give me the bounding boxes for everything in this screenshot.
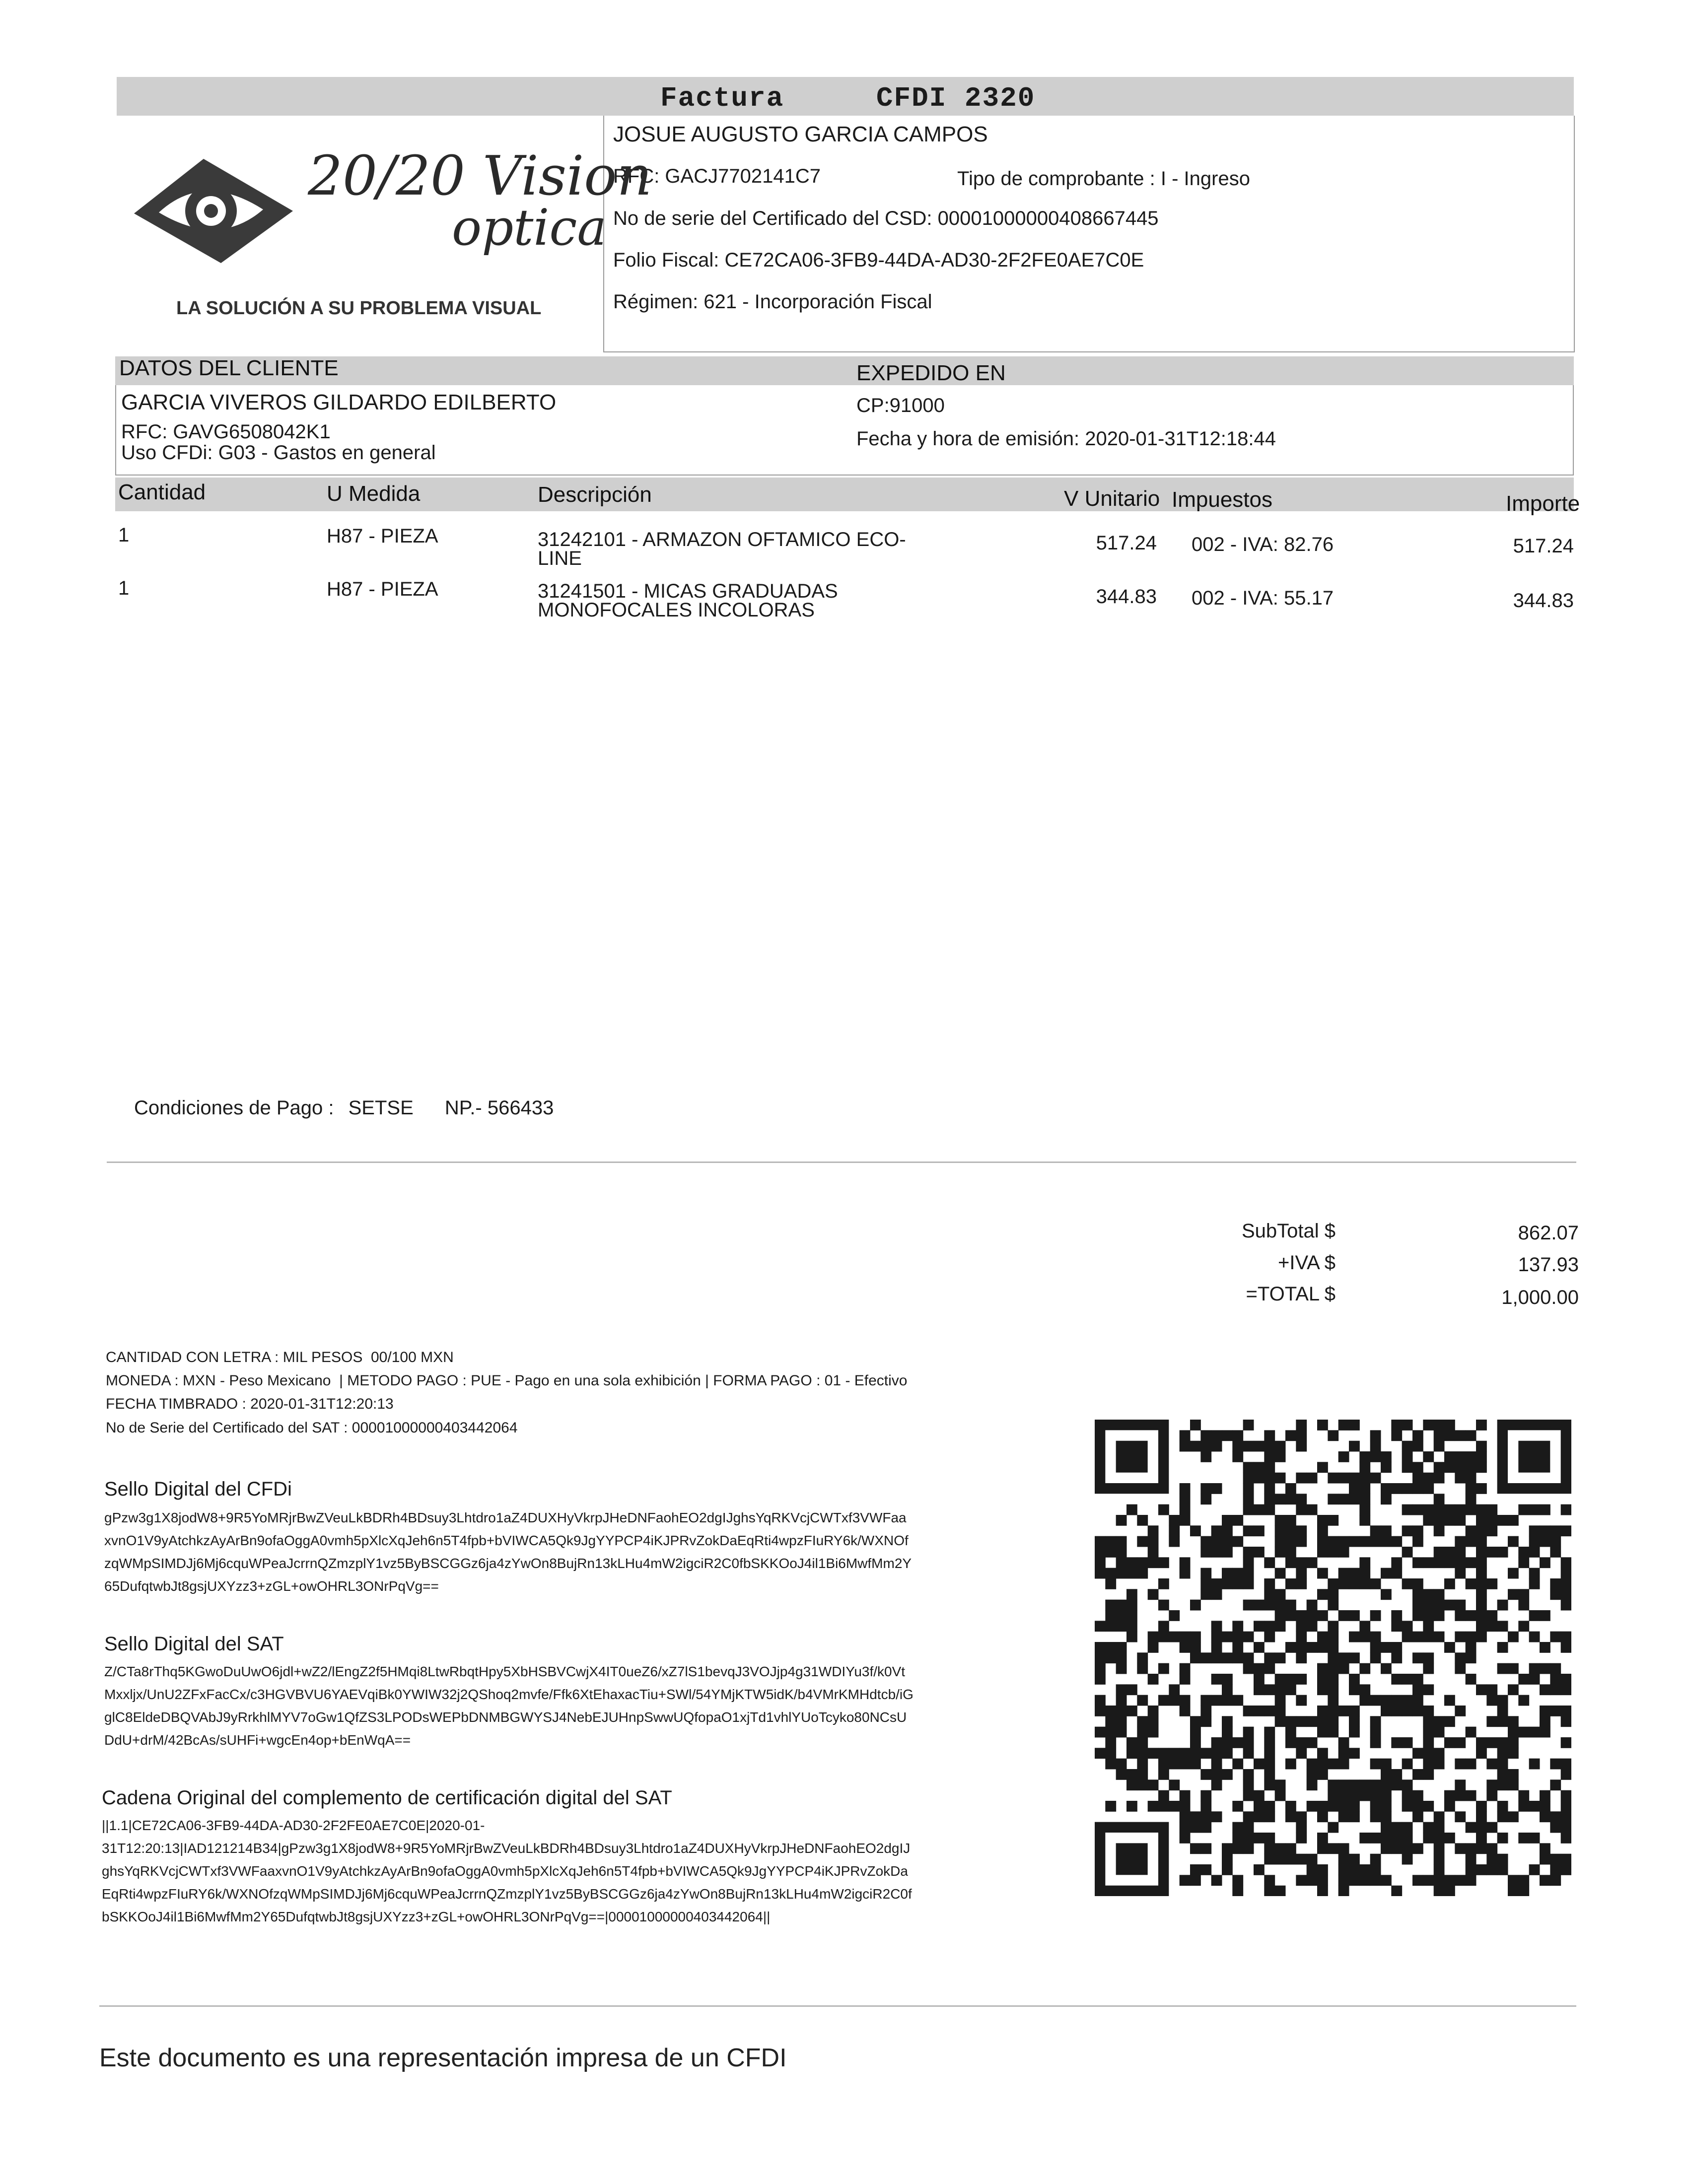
sello-sat-title: Sello Digital del SAT bbox=[104, 1633, 284, 1655]
col-importe: Importe bbox=[1506, 491, 1580, 516]
eye-logo-icon bbox=[129, 149, 298, 268]
sello-cfdi-text: gPzw3g1X8jodW8+9R5YoMRjrBwZVeuLkBDRh4BDsuy3Lhtdro1aZ4DUXHyVkrpJHeDNFaohEO2dgIJghsYqRKVcjCWTxf3VWFaa xvnO1V9yAtchkzAyArBn9ofaOggA0vmh5pXlcXqJeh6n5T4fpb+bVIWCA5Qk9JgYYPCP4iKJPRvZokDaEqRti4wpzFIuRY6k/WXNOf zqWMpSIMDJj6Mj6cquWPeaJcrrnQZmzplY1vz5ByBSCGGz6ja4zYwOn8BujRn13kLHu4mW2igciR2C0fbSKKOoJ4il1Bi6MwfMm2Y 65DufqtwbJt8gsjUXYzz3+zGL+owOHRL3ONrPqVg== bbox=[104, 1510, 912, 1594]
expedido-cp: CP:91000 bbox=[856, 395, 945, 416]
row-cantidad: 1 bbox=[118, 577, 130, 599]
row-importe: 517.24 bbox=[1513, 535, 1574, 557]
row-unidad: H87 - PIEZA bbox=[327, 525, 438, 547]
client-section-label: DATOS DEL CLIENTE bbox=[119, 356, 339, 380]
cantidad-letra: CANTIDAD CON LETRA : MIL PESOS 00/100 MXN bbox=[106, 1349, 454, 1365]
col-descripcion: Descripción bbox=[538, 482, 652, 507]
company-logo bbox=[129, 134, 652, 333]
row-unidad: H87 - PIEZA bbox=[327, 578, 438, 600]
total-value: 1,000.00 bbox=[1501, 1287, 1579, 1308]
total-label: =TOTAL $ bbox=[1246, 1283, 1336, 1305]
logo-slogan: LA SOLUCIÓN A SU PROBLEMA VISUAL bbox=[176, 298, 542, 319]
row-descripcion: 31242101 - ARMAZON OFTAMICO ECO- LINE bbox=[538, 529, 906, 569]
col-unitario: V Unitario bbox=[1064, 486, 1160, 511]
subtotal-value: 862.07 bbox=[1518, 1222, 1579, 1244]
row-descripcion: 31241501 - MICAS GRADUADAS MONOFOCALES INCOLORAS bbox=[538, 580, 838, 621]
regimen: Régimen: 621 - Incorporación Fiscal bbox=[613, 291, 932, 313]
tipo-comprobante: Tipo de comprobante : I - Ingreso bbox=[957, 168, 1250, 190]
iva-value: 137.93 bbox=[1518, 1254, 1579, 1276]
logo-brand-line2: optica bbox=[452, 199, 607, 257]
logo-brand-line1: 20/20 Vision bbox=[308, 144, 652, 207]
client-uso-cfdi: Uso CFDi: G03 - Gastos en general bbox=[121, 442, 436, 464]
row-unitario: 517.24 bbox=[1096, 532, 1157, 554]
divider bbox=[107, 1161, 1576, 1163]
row-unitario: 344.83 bbox=[1096, 586, 1157, 608]
row-cantidad: 1 bbox=[118, 524, 130, 546]
condiciones-pago bbox=[134, 1097, 554, 1119]
sello-sat-text: Z/CTa8rThq5KGwoDuUwO6jdl+wZ2/lEngZ2f5HMqi8LtwRbqtHpy5XbHSBVCwjX4IT0ueZ6/xZ7lS1bevqJ3VOJjp4g31WDIYu3f/k0Vt Mxxljx/UnU2ZFxFacCx/c3HGVBVU6YAEVqiBk0YWIW32j2QShoq2mvfe/Ffk6XtEhaxacTiu+SWl/54YMjKTW5idK/b4VMrKMHdtcb/iG glC8EldeDBQVAbJ9yRrkhlMYV7oGw1QfZS3LPODsWEPbDNMBGWYSJ4NebEJUHnpSwwUQfopaO1xjTd1vhlYUoTcyko80NCsU DdU+drM/42BcAs/sUHFi+wgcEn4op+bEnWqA== bbox=[104, 1664, 914, 1748]
condiciones-np: NP.- 566433 bbox=[444, 1097, 554, 1119]
footer-divider bbox=[99, 2005, 1576, 2007]
condiciones-label: Condiciones de Pago : bbox=[134, 1097, 334, 1119]
row-impuestos: 002 - IVA: 82.76 bbox=[1192, 534, 1334, 555]
invoice-title bbox=[660, 82, 1035, 114]
iva-label: +IVA $ bbox=[1277, 1252, 1336, 1274]
row-importe: 344.83 bbox=[1513, 590, 1574, 612]
condiciones-value: SETSE bbox=[348, 1097, 414, 1119]
footer-text: Este documento es una representación impresa de un CFDI bbox=[99, 2044, 787, 2072]
client-rfc: RFC: GAVG6508042K1 bbox=[121, 421, 331, 443]
issuer-rfc: RFC: GACJ7702141C7 bbox=[613, 165, 821, 187]
cadena-text: ||1.1|CE72CA06-3FB9-44DA-AD30-2F2FE0AE7C0E|2020-01- 31T12:20:13|IAD121214B34|gPzw3g1X8jodW8+9R5YoMRjrBwZVeuLkBDRh4BDsuy3Lhtdro1aZ4DUXHyVkrpJHeDNFaohEO2dgIJ ghsYqRKVcjCWTxf3VWFaaxvnO1V9yAtchkzAyArBn9ofaOggA0vmh5pXlcXqJeh6n5T4fpb+bVIWCA5Qk9JgYYPCP4iKJPRvZokDa EqRti4wpzFIuRY6k/WXNOfzqWMpSIMDJj6Mj6cquWPeaJcrrnQZmzplY1vz5ByBSCGGz6ja4zYwOn8BujRn13kLHu4mW2igciR2C0f bSKKOoJ4il1Bi6MwfMm2Y65DufqtwbJt8gsjUXYzz3+zGL+owOHRL3ONrPqVg==|00001000000403442064|| bbox=[102, 1818, 912, 1924]
folio-fiscal: Folio Fiscal: CE72CA06-3FB9-44DA-AD30-2F2FE0AE7C0E bbox=[613, 249, 1144, 271]
cfdi-number: CFDI 2320 bbox=[876, 82, 1036, 114]
col-unidad: U Medida bbox=[327, 481, 421, 506]
row-impuestos: 002 - IVA: 55.17 bbox=[1192, 587, 1334, 609]
col-impuestos: Impuestos bbox=[1172, 487, 1272, 512]
issuer-box bbox=[603, 116, 1575, 352]
expedido-section-label: EXPEDIDO EN bbox=[856, 361, 1006, 385]
invoice-type: Factura bbox=[660, 82, 784, 114]
moneda-metodo-forma: MONEDA : MXN - Peso Mexicano | METODO PAGO : PUE - Pago en una sola exhibición | FORMA PAGO : 01 - Efectivo bbox=[106, 1372, 908, 1389]
fecha-emision: Fecha y hora de emisión: 2020-01-31T12:18:44 bbox=[856, 428, 1276, 450]
issuer-name: JOSUE AUGUSTO GARCIA CAMPOS bbox=[613, 122, 988, 146]
col-cantidad: Cantidad bbox=[118, 480, 206, 504]
sello-cfdi-title: Sello Digital del CFDi bbox=[104, 1478, 292, 1500]
qr-code-icon bbox=[1095, 1420, 1571, 1896]
fecha-timbrado: FECHA TIMBRADO : 2020-01-31T12:20:13 bbox=[106, 1396, 394, 1412]
client-name: GARCIA VIVEROS GILDARDO EDILBERTO bbox=[121, 390, 557, 414]
serie-sat: No de Serie del Certificado del SAT : 00001000000403442064 bbox=[106, 1420, 518, 1436]
serie-csd: No de serie del Certificado del CSD: 00001000000408667445 bbox=[613, 207, 1159, 229]
subtotal-label: SubTotal $ bbox=[1241, 1220, 1336, 1242]
cadena-title: Cadena Original del complemento de certificación digital del SAT bbox=[102, 1787, 672, 1809]
